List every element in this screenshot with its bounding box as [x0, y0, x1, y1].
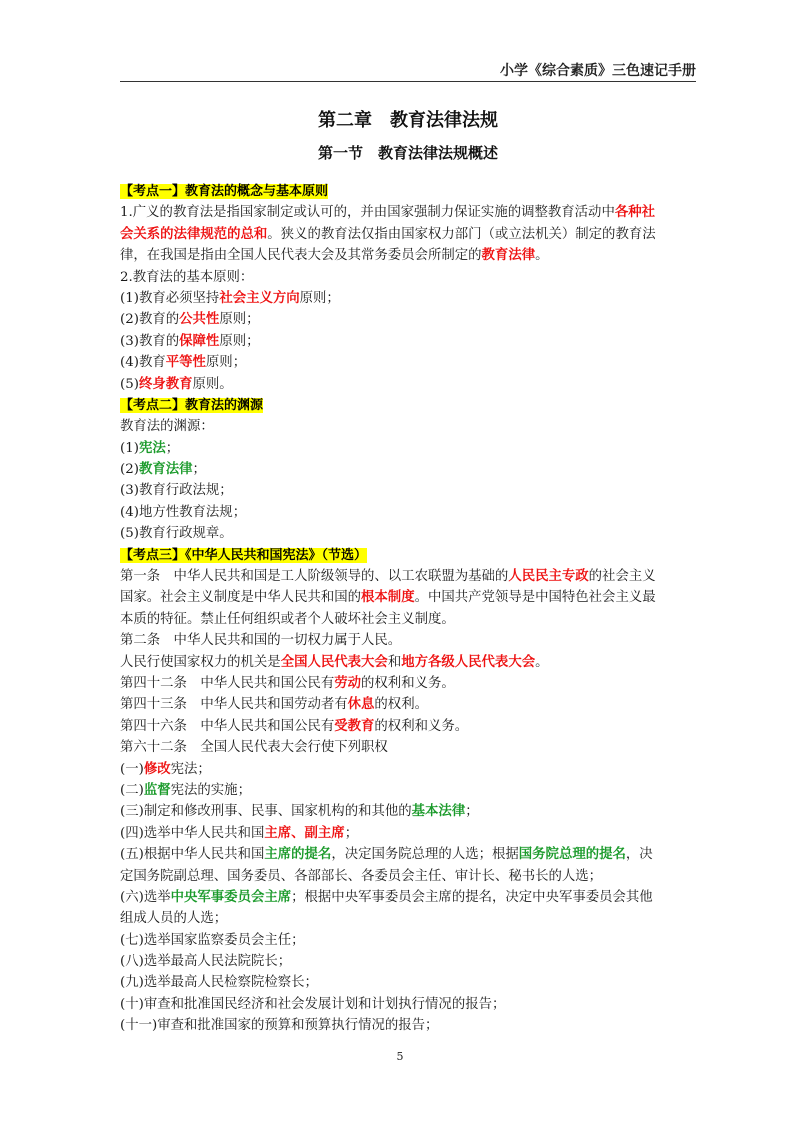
- text-line: [120, 759, 692, 780]
- text-line: [120, 416, 692, 437]
- text-line: [120, 716, 692, 737]
- text-span: 的权利和义务。: [374, 718, 469, 734]
- green-key-term: 国务院总理的提名: [518, 846, 626, 863]
- text-span: ；: [465, 804, 479, 820]
- text-span: ；: [344, 825, 359, 841]
- text-span: 原则；: [299, 290, 340, 306]
- text-span: 教育法的渊源：: [120, 419, 214, 435]
- text-line: [120, 930, 692, 951]
- text-line: [120, 459, 692, 480]
- text-span: 第四十二条 中华人民共和国公民有: [120, 675, 335, 691]
- text-span: ；根据中央军事委员会主席的提名，决定中央军事委员会其他: [291, 889, 653, 905]
- text-line: [120, 245, 692, 266]
- text-span: 第四十六条 中华人民共和国公民有: [120, 718, 335, 734]
- text-span: 。中国共产党领导是中国特色社会主义最: [414, 590, 656, 606]
- text-line: [120, 309, 692, 330]
- text-span: (十一)审查和批准国家的预算和预算执行情况的报告；: [120, 1018, 439, 1034]
- text-span: 1.广义的教育法是指国家制定或认可的，并由国家强制力保证实施的调整教育活动中: [120, 205, 615, 221]
- text-line: [120, 887, 692, 908]
- text-span: 定国务院副总理、国务委员、各部部长、各委员会主任、审计长、秘书长的人选；: [120, 868, 603, 884]
- text-line: [120, 587, 692, 608]
- text-span: (2)教育的: [120, 312, 180, 328]
- text-span: 的社会主义: [588, 569, 656, 585]
- text-span: 宪法的实施；: [170, 782, 251, 798]
- text-span: 第六十二条 全国人民代表大会行使下列职权: [120, 740, 388, 756]
- green-key-term: 中央军事委员会主席: [170, 888, 292, 905]
- text-span: (四)选举中华人民共和国: [120, 825, 265, 841]
- text-span: (3)教育的: [120, 333, 180, 349]
- text-line: [120, 994, 692, 1015]
- text-line: [120, 908, 692, 929]
- text-line: [120, 780, 692, 801]
- red-key-term: 根本制度: [361, 589, 415, 606]
- text-span: (五)根据中华人民共和国: [120, 847, 265, 863]
- red-key-term: 修改: [143, 760, 171, 777]
- text-span: 的权利。: [374, 697, 428, 713]
- text-span: (十)审查和批准国民经济和社会发展计划和计划执行情况的报告；: [120, 996, 506, 1012]
- red-key-term: 劳动: [334, 674, 362, 691]
- text-line: [120, 844, 692, 865]
- text-span: 第二条 中华人民共和国的一切权力属于人民。: [120, 633, 402, 649]
- text-span: ；: [165, 440, 180, 456]
- text-line: [120, 652, 692, 673]
- text-line: [120, 801, 692, 822]
- text-line: [120, 630, 692, 651]
- text-line: [120, 374, 692, 395]
- text-line: [120, 866, 692, 887]
- text-span: (5): [120, 376, 139, 392]
- red-key-term: 平等性: [165, 354, 206, 371]
- text-span: 宪法；: [170, 761, 211, 777]
- text-span: 原则；: [219, 312, 260, 328]
- green-key-term: 宪法: [138, 439, 166, 456]
- text-span: (七)选举国家监察委员会主任；: [120, 932, 305, 948]
- key-point-heading: [120, 395, 692, 416]
- text-line: [120, 609, 692, 630]
- text-span: 律，在我国是指由全国人民代表大会及其常务委员会所制定的: [120, 248, 482, 264]
- text-line: [120, 480, 692, 501]
- text-span: (八)选举最高人民法院院长；: [120, 954, 292, 970]
- red-key-term: 保障性: [179, 332, 220, 349]
- text-span: ，决定国务院总理的人选；根据: [331, 847, 519, 863]
- text-span: 。狭义的教育法仅指由国家权力部门（或立法机关）制定的教育法: [267, 226, 656, 242]
- key-point-heading-text: 【考点一】教育法的概念与基本原则: [120, 184, 329, 199]
- text-line: [120, 288, 692, 309]
- red-key-term: 终身教育: [138, 375, 193, 392]
- text-line: [120, 267, 692, 288]
- text-line: [120, 224, 692, 245]
- red-key-term: 休息: [347, 696, 375, 713]
- red-key-term: 全国人民代表大会: [280, 653, 388, 670]
- red-key-term: 主席、副主席: [264, 824, 345, 841]
- red-key-term: 人民民主专政: [508, 568, 589, 585]
- text-line: [120, 523, 692, 544]
- red-key-term: 社会主义方向: [219, 289, 300, 306]
- green-key-term: 主席的提名: [264, 846, 332, 863]
- text-span: (三)制定和修改刑事、民事、国家机构的和其他的: [120, 804, 412, 820]
- red-key-term: 教育法律: [481, 247, 536, 264]
- text-span: (2): [120, 462, 139, 478]
- text-line: [120, 737, 692, 758]
- text-span: 。: [535, 654, 549, 670]
- text-line: [120, 331, 692, 352]
- text-span: (一): [120, 761, 144, 777]
- text-span: 2.教育法的基本原则：: [120, 269, 254, 285]
- text-span: (3)教育行政法规；: [120, 483, 233, 499]
- red-key-term: 受教育: [334, 717, 375, 734]
- text-span: (六)选举: [120, 889, 171, 905]
- text-line: [120, 566, 692, 587]
- key-point-heading: [120, 181, 692, 202]
- green-key-term: 基本法律: [411, 803, 466, 820]
- text-span: (1): [120, 440, 139, 456]
- text-span: 原则。: [192, 376, 233, 392]
- text-span: 原则；: [205, 355, 247, 371]
- text-span: 人民行使国家权力的机关是: [120, 654, 281, 670]
- text-span: 的权利和义务。: [361, 675, 455, 691]
- text-line: [120, 951, 692, 972]
- text-span: 原则；: [219, 333, 260, 349]
- key-point-heading-text: 【考点三】《中华人民共和国宪法》（节选）: [120, 547, 368, 563]
- section-title: 第一节 教育法律法规概述: [317, 144, 498, 162]
- text-span: (5)教育行政规章。: [120, 526, 233, 542]
- red-key-term: 公共性: [179, 311, 220, 328]
- text-span: 第四十三条 中华人民共和国劳动者有: [120, 697, 348, 713]
- text-span: (二): [120, 782, 144, 798]
- text-span: 。: [535, 248, 549, 264]
- text-span: 和: [387, 654, 402, 670]
- running-header: 小学《综合素质》三色速记手册: [500, 63, 696, 79]
- chapter-title: 第二章 教育法律法规: [318, 110, 498, 131]
- text-span: ，决: [625, 847, 653, 863]
- text-line: [120, 694, 692, 715]
- key-point-heading-text: 【考点二】教育法的渊源: [120, 397, 264, 413]
- text-line: [120, 823, 692, 844]
- green-key-term: 教育法律: [138, 461, 193, 478]
- red-key-term: 地方各级人民代表大会: [401, 653, 536, 670]
- header-divider: [120, 81, 696, 82]
- text-span: 第一条 中华人民共和国是工人阶级领导的、以工农联盟为基础的: [120, 569, 509, 585]
- text-line: [120, 502, 692, 523]
- text-line: [120, 1015, 692, 1036]
- key-point-heading: [120, 545, 692, 566]
- red-key-term: 各种社: [614, 204, 656, 221]
- text-line: [120, 202, 692, 223]
- text-span: ；: [192, 462, 206, 478]
- document-body: [120, 181, 692, 1037]
- text-span: (4)地方性教育法规；: [120, 504, 247, 520]
- text-line: [120, 438, 692, 459]
- text-line: [120, 352, 692, 373]
- text-line: [120, 673, 692, 694]
- text-line: [120, 972, 692, 993]
- text-span: 本质的特征。禁止任何组织或者个人破坏社会主义制度。: [120, 611, 455, 627]
- red-key-term: 会关系的法律规范的总和: [120, 225, 268, 242]
- page-number: 5: [396, 1050, 404, 1063]
- text-span: (4)教育: [120, 355, 166, 371]
- text-span: (九)选举最高人民检察院检察长；: [120, 975, 318, 991]
- text-span: (1)教育必须坚持: [120, 290, 220, 306]
- green-key-term: 监督: [143, 781, 171, 798]
- text-span: 组成人员的人选；: [120, 911, 228, 927]
- text-span: 国家。社会主义制度是中华人民共和国的: [120, 590, 362, 606]
